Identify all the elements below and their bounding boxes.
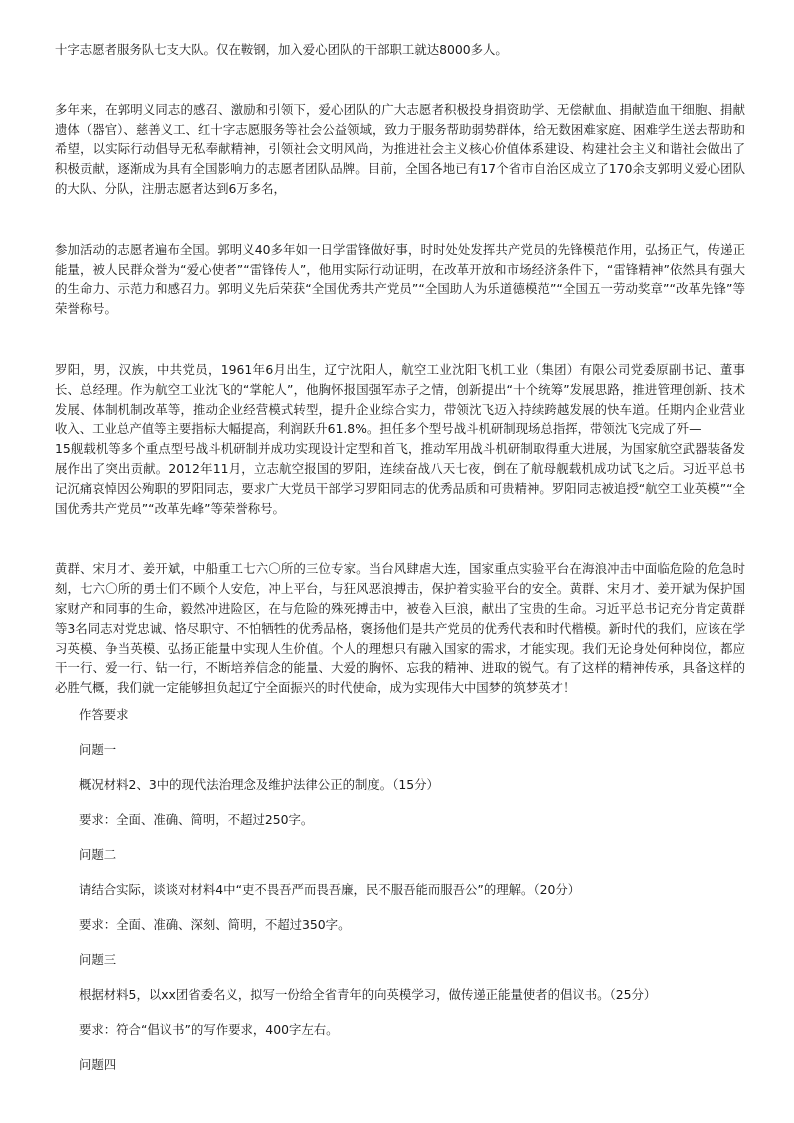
paragraph-volunteer-teams: 十字志愿者服务队七支大队。仅在鞍钢，加入爱心团队的干部职工就达8000多人。 — [55, 42, 508, 57]
document-page — [55, 0, 745, 1074]
question-1-prompt: 概况材料2、3中的现代法治理念及维护法律公正的制度。（15分） — [79, 776, 439, 792]
question-2-heading: 问题二 — [79, 846, 117, 862]
question-2-requirement: 要求：全面、准确、深刻、简明，不超过350字。 — [79, 916, 351, 932]
question-3-prompt: 根据材料5，以xx团省委名义，拟写一份给全省青年的向英模学习，做传递正能量使者的倡议书。（25分） — [79, 986, 657, 1002]
paragraph-guo-mingyi: 参加活动的志愿者遍布全国。郭明义40多年如一日学雷锋做好事，时时处处发挥共产党员的先锋模范作用，弘扬正气，传递正能量，被人民群众誉为“爱心使者”“雷锋传人”，他用实际行动证明，在改革开放和市场经济条件下，“雷锋精神”依然具有强大的生命力、示范力和感召力。郭明义先后荣获“全国优秀共产党员”“全国助人为乐道德模范”“全国五一劳动奖章”“改革先锋”等荣誉称号。 — [55, 241, 745, 317]
question-2-prompt: 请结合实际，谈谈对材料4中“吏不畏吾严而畏吾廉，民不服吾能而服吾公”的理解。（20分） — [79, 881, 581, 897]
paragraph-luo-yang: 罗阳，男，汉族，中共党员，1961年6月出生，辽宁沈阳人，航空工业沈阳飞机工业（集团）有限公司党委原副书记、董事长、总经理。作为航空工业沈飞的“掌舵人”，他胸怀报国强军赤子之情，创新提出“十个统筹”发展思路，推进管理创新、技术发展、体制机制改革等，推动企业经营模式转型，提升企业综合实力，带领沈飞迈入持续跨越发展的快车道。任期内企业营业收入、工业总产值等主要指标大幅提高，利润跃升61.8%。担任多个型号战斗机研制现场总指挥，带领沈飞完成了歼— 15舰载机等多个重点型号战斗机研制并成功实现设计定型和首飞，推动军用战斗机研制取得重大进展，为国家航空武器装备发展作出了突出贡献。2012年11月，立志航空报国的罗阳，连续奋战八天七夜，倒在了航母舰载机成功试飞之后。习近平总书记沉痛哀悼因公殉职的罗阳同志，要求广大党员干部学习罗阳同志的优秀品质和可贵精神。罗阳同志被追授“航空工业英模”“全国优秀共产党员”“改革先峰”等荣誉称号。 — [55, 361, 745, 516]
question-3-heading: 问题三 — [79, 951, 117, 967]
question-1-requirement: 要求：全面、准确、简明，不超过250字。 — [79, 811, 314, 827]
question-1-heading: 问题一 — [79, 741, 117, 757]
paragraph-love-team-achievements: 多年来，在郭明义同志的感召、激励和引领下，爱心团队的广大志愿者积极投身捐资助学、无偿献血、捐献造血干细胞、捐献遗体（器官）、慈善义工、红十字志愿服务等社会公益领域，致力于服务帮助弱势群体，给无数困难家庭、困难学生送去帮助和希望，以实际行动倡导无私奉献精神，引领社会文明风尚，为推进社会主义核心价值体系建设、构建社会主义和谐社会做出了积极贡献，逐渐成为具有全国影响力的志愿者团队品牌。目前，全国各地已有17个省市自治区成立了170余支郭明义爱心团队的大队、分队，注册志愿者达到6万多名， — [55, 101, 745, 196]
paragraph-three-experts: 黄群、宋月才、姜开斌，中船重工七六〇所的三位专家。当台风肆虐大连，国家重点实验平台在海浪冲击中面临危险的危急时刻，七六〇所的勇士们不顾个人安危，冲上平台，与狂风恶浪搏击，保护着实验平台的安全。黄群、宋月才、姜开斌为保护国家财产和同事的生命，毅然冲进险区，在与危险的殊死搏击中，被卷入巨浪，献出了宝贵的生命。习近平总书记充分肯定黄群等3名同志对党忠诚、恪尽职守、不怕牺牲的优秀品格，褒扬他们是共产党员的优秀代表和时代楷模。新时代的我们，应该在学习英模、争当英模、弘扬正能量中实现人生价值。个人的理想只有融入国家的需求，才能实现。我们无论身处何种岗位，都应干一行、爱一行、钻一行，不断培养信念的能量、大爱的胸怀、忘我的精神、进取的锐气。有了这样的精神传承，具备这样的必胜气概，我们就一定能够担负起辽宁全面振兴的时代使命，成为实现伟大中国梦的筑梦英才！ — [55, 561, 745, 696]
question-4-heading: 问题四 — [79, 1056, 117, 1072]
question-3-requirement: 要求：符合“倡议书”的写作要求，400字左右。 — [79, 1021, 339, 1037]
section-heading-answer-requirements: 作答要求 — [79, 706, 129, 722]
